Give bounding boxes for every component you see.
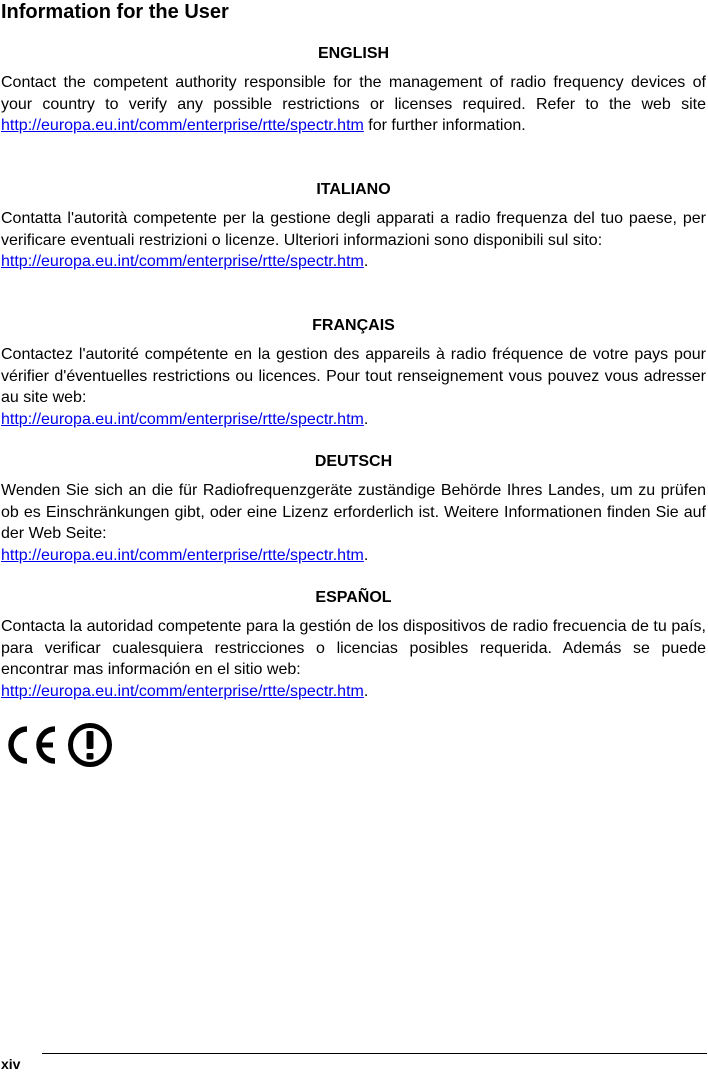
spectr-link-espanol[interactable]: http://europa.eu.int/comm/enterprise/rtte/spectr.htm bbox=[1, 682, 364, 700]
spectr-link-francais[interactable]: http://europa.eu.int/comm/enterprise/rtte/spectr.htm bbox=[1, 410, 364, 428]
section-after-italiano: . bbox=[363, 253, 369, 271]
section-heading-italiano: ITALIANO bbox=[316, 181, 391, 198]
section-text-italiano: Contatta l'autorità competente per la gestione degli apparati a radio frequenza del tuo paese, per verificare eventuali restrizioni o licenze. Ulteriori informazioni sono disponibili sul sito: bbox=[1, 210, 706, 249]
compliance-marks bbox=[1, 723, 113, 767]
section-body-italiano bbox=[1, 208, 706, 273]
section-espanol bbox=[1, 588, 706, 702]
section-francais bbox=[1, 316, 706, 430]
section-after-english: for further information. bbox=[363, 117, 526, 135]
section-text-english: Contact the competent authority responsible for the management of radio frequency devices of your country to verify any possible restrictions or licenses required. Refer to the web site bbox=[1, 74, 706, 113]
section-heading-espanol: ESPAÑOL bbox=[315, 589, 392, 606]
section-text-francais: Contactez l'autorité compétente en la gestion des appareils à radio fréquence de votre pays pour vérifier d'éventuelles restrictions ou licences. Pour tout renseignement vous pouvez vous adresser au site web: bbox=[1, 346, 706, 407]
section-text-espanol: Contacta la autoridad competente para la gestión de los dispositivos de radio frecuencia de tu país, para verificar cualesquiera restricciones o licencias posibles requerida. Además se puede encontrar mas información en el sitio web: bbox=[1, 618, 706, 679]
section-english bbox=[1, 44, 706, 137]
ce-mark-icon bbox=[1, 723, 59, 767]
section-heading-english: ENGLISH bbox=[317, 45, 390, 62]
section-heading-francais: FRANÇAIS bbox=[312, 317, 395, 334]
section-italiano bbox=[1, 180, 706, 273]
page-title: Information for the User bbox=[1, 1, 229, 23]
section-body-deutsch bbox=[1, 480, 706, 566]
section-after-francais: . bbox=[363, 410, 369, 428]
spectr-link-deutsch[interactable]: http://europa.eu.int/comm/enterprise/rtte/spectr.htm bbox=[1, 546, 364, 564]
section-heading-deutsch: DEUTSCH bbox=[314, 453, 393, 470]
section-body-francais bbox=[1, 344, 706, 430]
section-after-espanol: . bbox=[363, 682, 369, 700]
page-number: xiv bbox=[1, 1056, 21, 1072]
section-deutsch bbox=[1, 452, 706, 566]
section-text-deutsch: Wenden Sie sich an die für Radiofrequenzgeräte zuständige Behörde Ihres Landes, um zu prüfen ob es Einschränkungen gibt, oder eine Lizenz erforderlich ist. Weitere Informationen finden Sie auf der Web Seite: bbox=[1, 482, 706, 543]
spectr-link-english[interactable]: http://europa.eu.int/comm/enterprise/rtte/spectr.htm bbox=[1, 117, 364, 135]
spectr-link-italiano[interactable]: http://europa.eu.int/comm/enterprise/rtte/spectr.htm bbox=[1, 253, 364, 271]
alert-exclamation-icon bbox=[67, 722, 113, 768]
section-body-english bbox=[1, 72, 706, 137]
footer-rule bbox=[42, 1053, 707, 1054]
section-after-deutsch: . bbox=[363, 546, 369, 564]
section-body-espanol bbox=[1, 616, 706, 702]
